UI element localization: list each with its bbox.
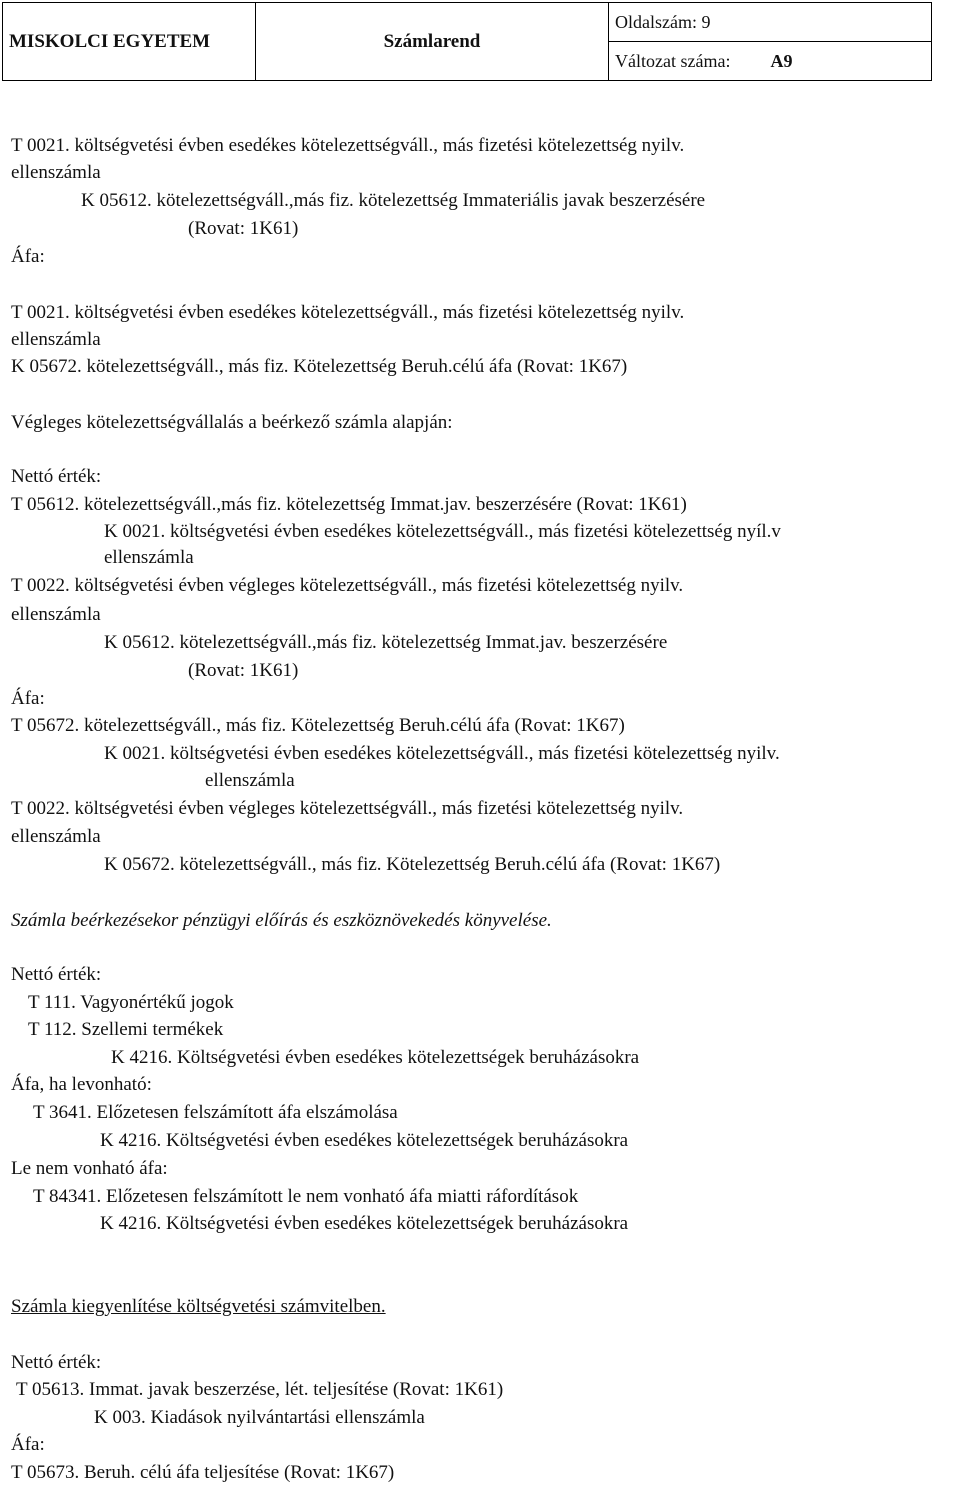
text-line: K 05612. kötelezettségváll.,más fiz. kötelezettség Immateriális javak beszerzésére (81, 190, 706, 211)
text-line: T 111. Vagyonértékű jogok (28, 992, 234, 1013)
subheading: Áfa: (11, 688, 45, 709)
text-line: T 84341. Előzetesen felszámított le nem vonható áfa miatti ráfordítások (33, 1186, 579, 1207)
text-line: K 05672. kötelezettségváll., más fiz. Kötelezettség Beruh.célú áfa (Rovat: 1K67) (104, 854, 721, 875)
text-line: ellenszámla (11, 604, 101, 625)
text-line: K 05612. kötelezettségváll.,más fiz. kötelezettség Immat.jav. beszerzésére (104, 632, 668, 653)
text-line: (Rovat: 1K61) (188, 218, 299, 239)
text-line: T 05613. Immat. javak beszerzése, lét. teljesítése (Rovat: 1K61) (16, 1379, 504, 1400)
text-line: ellenszámla (11, 329, 101, 350)
text-line: K 4216. Költségvetési évben esedékes kötelezettségek beruházásokra (100, 1213, 629, 1234)
version-cell (609, 42, 932, 81)
university-name: MISKOLCI EGYETEM (3, 3, 256, 81)
text-line: K 003. Kiadások nyilvántartási ellenszámla (94, 1407, 425, 1428)
text-line: ellenszámla (104, 547, 194, 568)
section-heading: Számla kiegyenlítése költségvetési számvitelben. (11, 1296, 386, 1317)
text-line: T 0022. költségvetési évben végleges kötelezettségváll., más fizetési kötelezettség nyilv. (11, 798, 684, 819)
text-line: T 0021. költségvetési évben esedékes kötelezettségváll., más fizetési kötelezettség nyilv. (11, 135, 685, 156)
text-line: ellenszámla (205, 770, 295, 791)
subheading: Le nem vonható áfa: (11, 1158, 168, 1179)
text-line: K 4216. Költségvetési évben esedékes kötelezettségek beruházásokra (111, 1047, 640, 1068)
document-title: Számlarend (256, 3, 609, 81)
section-intro: Végleges kötelezettségvállalás a beérkező számla alapján: (11, 412, 453, 433)
text-line: K 05672. kötelezettségváll., más fiz. Kötelezettség Beruh.célú áfa (Rovat: 1K67) (11, 356, 628, 377)
text-line: K 4216. Költségvetési évben esedékes kötelezettségek beruházásokra (100, 1130, 629, 1151)
text-line: T 05673. Beruh. célú áfa teljesítése (Rovat: 1K67) (11, 1462, 395, 1483)
text-line: T 3641. Előzetesen felszámított áfa elszámolása (33, 1102, 398, 1123)
subheading: Nettó érték: (11, 1352, 102, 1373)
text-line: T 0021. költségvetési évben esedékes kötelezettségváll., más fizetési kötelezettség nyilv. (11, 302, 685, 323)
section-heading: Számla beérkezésekor pénzügyi előírás és eszköznövekedés könyvelése. (11, 910, 552, 931)
page-number: Oldalszám: 9 (609, 3, 932, 42)
text-line: T 05612. kötelezettségváll.,más fiz. kötelezettség Immat.jav. beszerzésére (Rovat: 1K61) (11, 494, 687, 515)
text-line: T 0022. költségvetési évben végleges kötelezettségváll., más fizetési kötelezettség nyilv. (11, 575, 684, 596)
text-line: K 0021. költségvetési évben esedékes kötelezettségváll., más fizetési kötelezettség nyíl.v (104, 521, 781, 542)
text-line: T 112. Szellemi termékek (28, 1019, 224, 1040)
text-line: T 05672. kötelezettségváll., más fiz. Kötelezettség Beruh.célú áfa (Rovat: 1K67) (11, 715, 625, 736)
version-value: A9 (770, 50, 793, 71)
subheading: Nettó érték: (11, 466, 102, 487)
document-header (2, 2, 932, 81)
text-line: (Rovat: 1K61) (188, 660, 299, 681)
subheading: Nettó érték: (11, 964, 102, 985)
text-line: Áfa: (11, 246, 45, 267)
text-line: ellenszámla (11, 826, 101, 847)
text-line: K 0021. költségvetési évben esedékes kötelezettségváll., más fizetési kötelezettség nyilv. (104, 743, 780, 764)
subheading: Áfa: (11, 1434, 45, 1455)
version-label: Változat száma: (615, 50, 731, 71)
text-line: ellenszámla (11, 162, 101, 183)
subheading: Áfa, ha levonható: (11, 1074, 152, 1095)
